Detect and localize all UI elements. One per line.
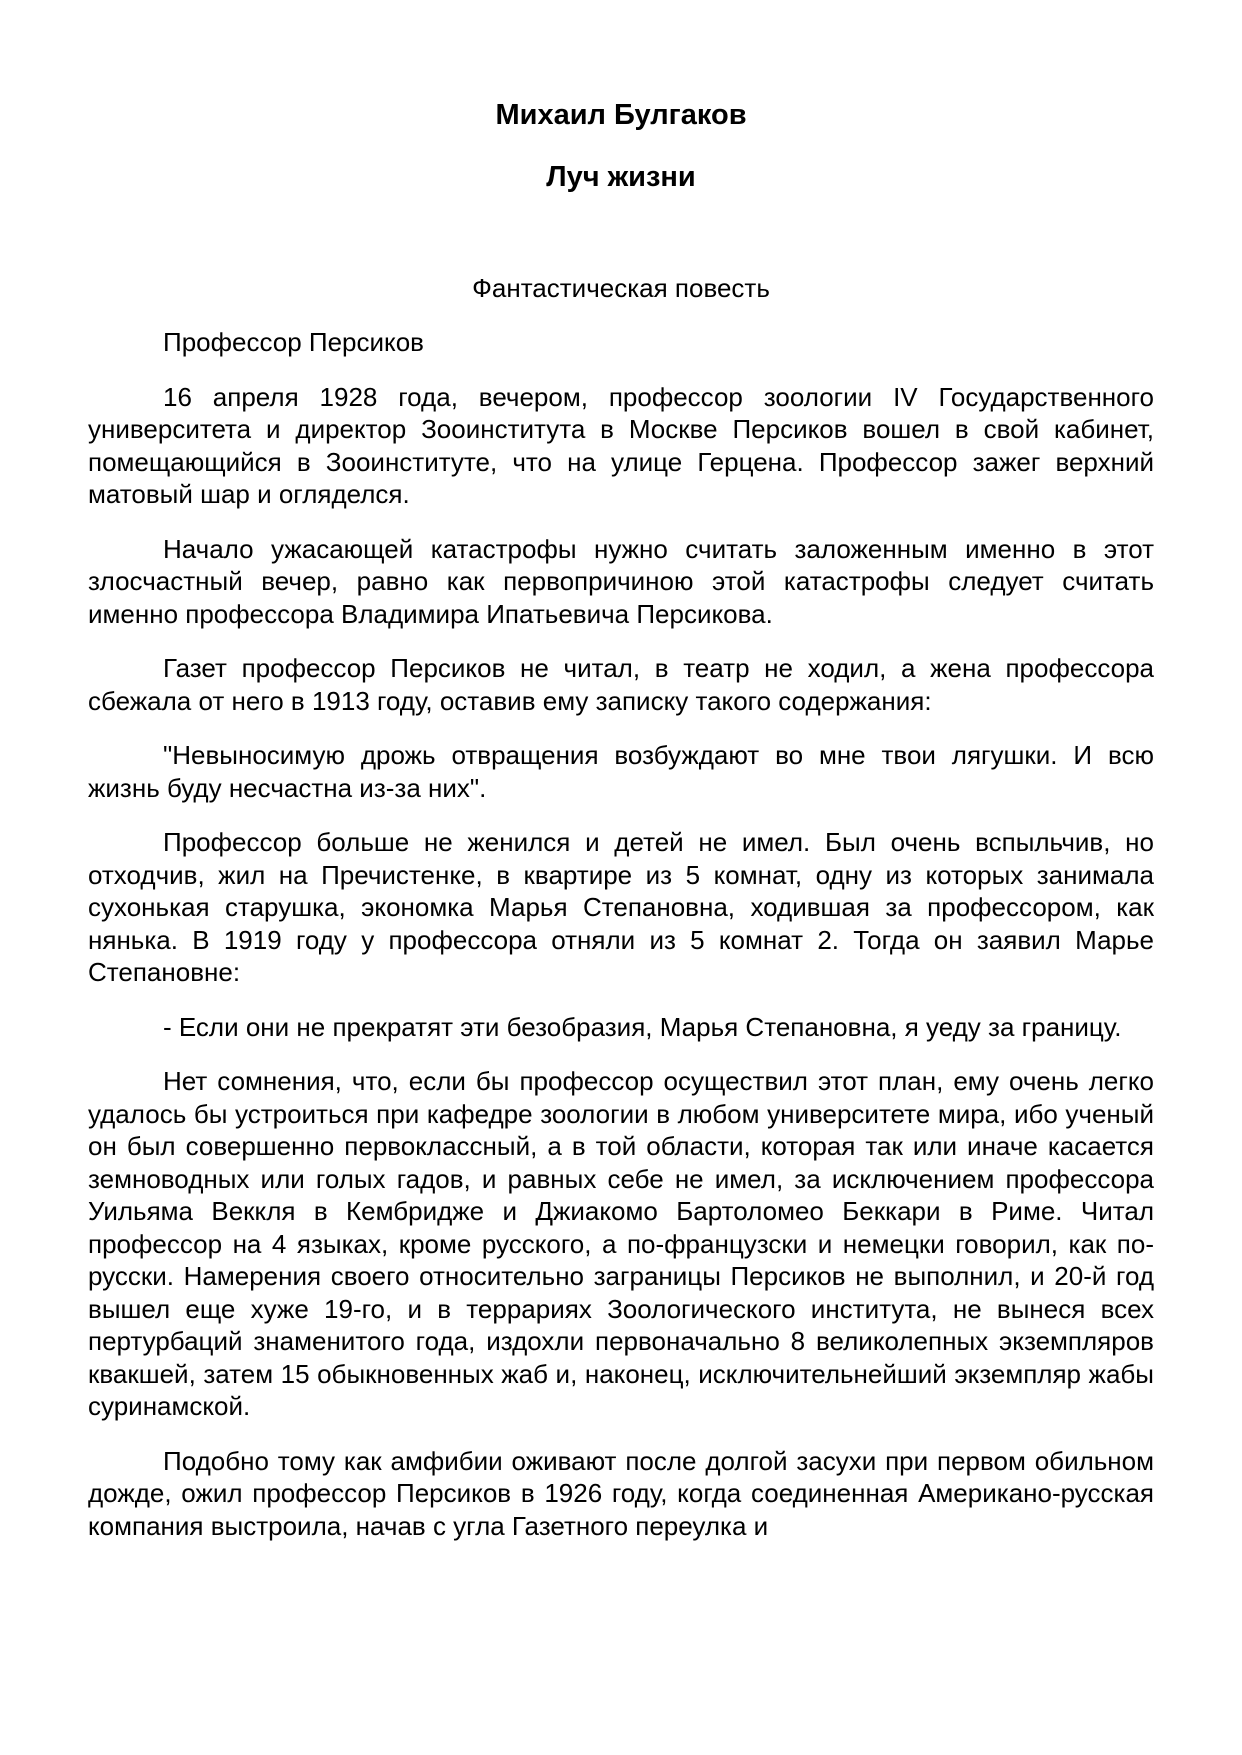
paragraph: - Если они не прекратят эти безобразия, Марья Степановна, я уеду за границу. [163,1011,1122,1042]
paragraph: Газет профессор Персиков не читал, в театр не ходил, а жена профессора сбежала от него в 1913 году, оставив ему записку такого содержания: [88,653,1154,716]
author-name: Михаил Булгаков [495,99,747,131]
chapter-heading: Профессор Персиков [163,327,424,357]
body-text [88,326,1154,1564]
paragraph: Профессор больше не женился и детей не имел. Был очень вспыльчив, но отходчив, жил на Пречистенке, в квартире из 5 комнат, одну из которых занимала сухонькая старушка, экономка Марья Степановна, ходившая за профессором, как нянька. В 1919 году у профессора отняли из 5 комнат 2. Тогда он заявил Марье Степановне: [88,827,1154,987]
paragraph: Нет сомнения, что, если бы профессор осуществил этот план, ему очень легко удалось бы устроиться при кафедре зоологии в любом университете мира, ибо ученый он был совершенно первоклассный, а в той области, которая так или иначе касается земноводных или голых гадов, и равных себе не имел, за исключением профессора Уильяма Веккля в Кембридже и Джиакомо Бартоломео Беккари в Риме. Читал профессор на 4 языках, кроме русского, а по-французски и немецки говорил, как по-русски. Намерения своего относительно заграницы Персиков не выполнил, и 20-й год вышел еще хуже 19-го, и в террариях Зоологического института, не вынеся всех пертурбаций знаменитого года, издохли первоначально 8 великолепных экземпляров квакшей, затем 15 обыкновенных жаб и, наконец, исключительнейший экземпляр жабы суринамской. [88,1066,1154,1421]
paragraph: 16 апреля 1928 года, вечером, профессор зоологии IV Государственного университета и директор Зооинститута в Москве Персиков вошел в свой кабинет, помещающийся в Зооинституте, что на улице Герцена. Профессор зажег верхний матовый шар и огляделся. [88,381,1154,509]
paragraph: Начало ужасающей катастрофы нужно считать заложенным именно в этот злосчастный вечер, равно как первопричиною этой катастрофы следует считать именно профессора Владимира Ипатьевича Персикова. [88,533,1154,629]
book-subtitle: Фантастическая повесть [472,273,770,303]
book-title: Луч жизни [546,161,696,193]
paragraph: Подобно тому как амфибии оживают после долгой засухи при первом обильном дожде, ожил профессор Персиков в 1926 году, когда соединенная Американо-русская компания выстроила, начав с угла Газетного переулка и [88,1445,1154,1541]
paragraph: "Невыносимую дрожь отвращения возбуждают во мне твои лягушки. И всю жизнь буду несчастна из-за них". [88,740,1154,803]
